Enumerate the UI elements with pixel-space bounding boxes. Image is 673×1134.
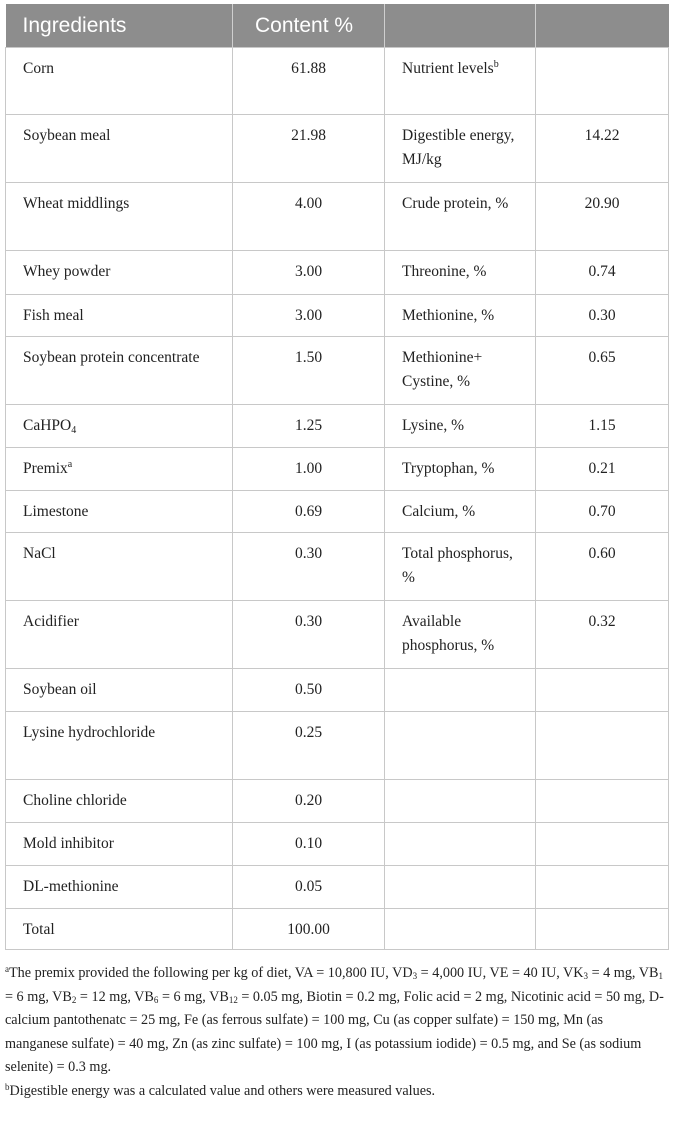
content-cell: 0.30	[233, 601, 385, 669]
ingredient-cell: Mold inhibitor	[6, 823, 233, 866]
nutrient-cell: Available phosphorus, %	[385, 601, 536, 669]
nutrient-cell	[385, 780, 536, 823]
table-row	[6, 251, 669, 295]
table-row	[6, 295, 669, 337]
value-cell	[536, 712, 669, 780]
content-cell: 0.50	[233, 669, 385, 712]
content-cell: 4.00	[233, 183, 385, 251]
ingredient-label: Premix	[23, 460, 68, 477]
ingredient-cell: Fish meal	[6, 295, 233, 337]
content-cell: 0.30	[233, 533, 385, 601]
content-cell: 0.20	[233, 780, 385, 823]
value-cell: 0.65	[536, 337, 669, 405]
content-cell: 1.00	[233, 448, 385, 491]
content-cell: 61.88	[233, 48, 385, 115]
subscript: 3	[412, 971, 418, 981]
value-cell	[536, 823, 669, 866]
value-cell: 20.90	[536, 183, 669, 251]
nutrient-cell	[385, 48, 536, 115]
subscript: 12	[228, 994, 238, 1005]
nutrient-cell: Crude protein, %	[385, 183, 536, 251]
footnote-text: The premix provided the following per kg of diet, VA = 10,800 IU, VD	[9, 965, 413, 981]
ingredient-cell: Limestone	[6, 491, 233, 533]
table-row	[6, 712, 669, 780]
nutrient-label: Nutrient levels	[402, 60, 494, 77]
table-row	[6, 337, 669, 405]
nutrient-cell: Tryptophan, %	[385, 448, 536, 491]
nutrient-cell	[385, 669, 536, 712]
nutrient-cell	[385, 823, 536, 866]
nutrient-cell: Methionine, %	[385, 295, 536, 337]
content-cell: 0.25	[233, 712, 385, 780]
table-row	[6, 48, 669, 115]
value-cell	[536, 866, 669, 909]
ingredient-cell: Choline chloride	[6, 780, 233, 823]
ingredient-cell: Soybean protein concentrate	[6, 337, 233, 405]
subscript: 4	[71, 425, 77, 436]
table-header	[6, 4, 669, 48]
content-cell: 21.98	[233, 115, 385, 183]
footnote-b	[5, 1080, 665, 1104]
ingredient-cell: DL-methionine	[6, 866, 233, 909]
footnote-mark: a	[5, 964, 9, 974]
table-row	[6, 533, 669, 601]
content-cell: 1.25	[233, 405, 385, 448]
subscript: 3	[583, 971, 589, 981]
ingredient-cell: Lysine hydrochloride	[6, 712, 233, 780]
ingredient-cell: Corn	[6, 48, 233, 115]
subscript: 2	[71, 994, 77, 1005]
footnote-a	[5, 962, 665, 1080]
nutrient-cell	[385, 909, 536, 950]
value-cell: 0.21	[536, 448, 669, 491]
footnote-mark: b	[493, 59, 499, 70]
table-row	[6, 115, 669, 183]
subscript: 6	[153, 994, 159, 1005]
header-nutrient	[385, 4, 536, 48]
value-cell	[536, 780, 669, 823]
nutrient-cell: Calcium, %	[385, 491, 536, 533]
value-cell	[536, 669, 669, 712]
table-row	[6, 183, 669, 251]
value-cell: 0.32	[536, 601, 669, 669]
footnote-text: = 0.05 mg, Biotin = 0.2 mg, Folic acid = 2 mg, Nicotinic acid = 50 mg, D-calcium pantothenatc = 25 mg, Fe (as ferrous sulfate) = 100 mg, Cu (as copper sulfate) = 150 mg, Mn (as manganese sulfate) = 40 mg, Zn (as zinc sulfate) = 100 mg, I (as potassium iodide) = 0.5 mg, and Se (as sodium selenite) = 0.3 mg.	[5, 988, 664, 1075]
table-row	[6, 405, 669, 448]
content-cell: 3.00	[233, 295, 385, 337]
nutrient-cell	[385, 712, 536, 780]
footnote-mark: a	[67, 459, 73, 470]
footnote-text: = 4 mg, VB	[588, 965, 659, 981]
subscript: 1	[658, 971, 663, 981]
header-row	[6, 4, 669, 48]
ingredient-cell: Whey powder	[6, 251, 233, 295]
ingredient-cell	[6, 405, 233, 448]
ingredient-cell: Wheat middlings	[6, 183, 233, 251]
value-cell: 14.22	[536, 115, 669, 183]
content-cell: 0.05	[233, 866, 385, 909]
footnote-text: = 12 mg, VB	[76, 988, 154, 1005]
ingredient-cell: Acidifier	[6, 601, 233, 669]
ingredient-cell	[6, 448, 233, 491]
content-cell: 1.50	[233, 337, 385, 405]
content-cell: 3.00	[233, 251, 385, 295]
table-row	[6, 780, 669, 823]
header-ingredients: Ingredients	[6, 4, 233, 48]
footnote-text: = 6 mg, VB	[5, 988, 72, 1005]
value-cell	[536, 48, 669, 115]
table-footnotes	[5, 962, 665, 1103]
table-row	[6, 491, 669, 533]
table-row	[6, 866, 669, 909]
ingredient-cell: Total	[6, 909, 233, 950]
nutrient-cell: Total phosphorus, %	[385, 533, 536, 601]
table-row	[6, 909, 669, 950]
table-row	[6, 669, 669, 712]
ingredient-cell: Soybean meal	[6, 115, 233, 183]
nutrient-cell: Digestible energy, MJ/kg	[385, 115, 536, 183]
content-cell: 0.69	[233, 491, 385, 533]
value-cell: 1.15	[536, 405, 669, 448]
table-body	[6, 48, 669, 950]
nutrient-cell	[385, 866, 536, 909]
value-cell: 0.70	[536, 491, 669, 533]
header-value	[536, 4, 669, 48]
value-cell	[536, 909, 669, 950]
footnote-text: Digestible energy was a calculated value and others were measured values.	[9, 1082, 436, 1099]
value-cell: 0.74	[536, 251, 669, 295]
value-cell: 0.60	[536, 533, 669, 601]
content-cell: 0.10	[233, 823, 385, 866]
table-row	[6, 601, 669, 669]
table-row	[6, 448, 669, 491]
ingredient-label: CaHPO	[23, 417, 72, 434]
nutrient-cell: Threonine, %	[385, 251, 536, 295]
ingredient-cell: NaCl	[6, 533, 233, 601]
footnote-text: = 4,000 IU, VE = 40 IU, VK	[417, 965, 584, 981]
value-cell: 0.30	[536, 295, 669, 337]
footnote-text: = 6 mg, VB	[158, 988, 229, 1005]
nutrient-cell: Methionine+ Cystine, %	[385, 337, 536, 405]
table-row	[6, 823, 669, 866]
nutrient-cell: Lysine, %	[385, 405, 536, 448]
content-cell: 100.00	[233, 909, 385, 950]
diet-composition-table	[5, 4, 669, 950]
footnote-mark: b	[5, 1081, 10, 1092]
ingredient-cell: Soybean oil	[6, 669, 233, 712]
header-content: Content %	[233, 4, 385, 48]
